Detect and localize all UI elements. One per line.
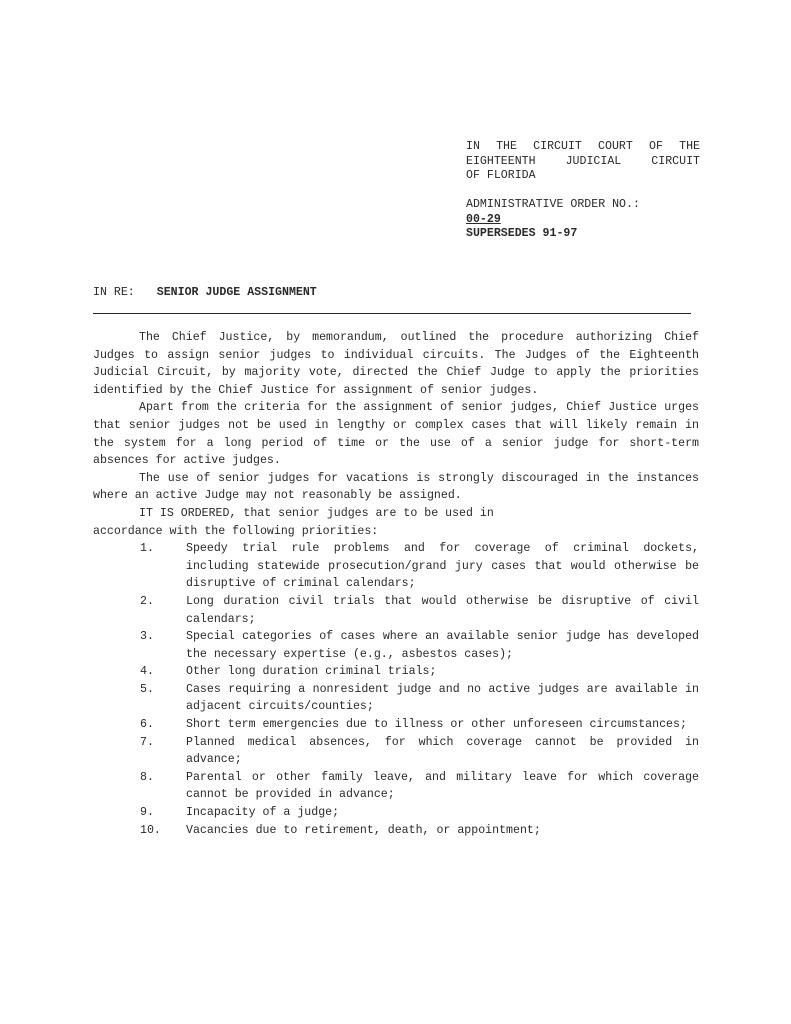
priority-item <box>93 804 699 822</box>
priority-text: Other long duration criminal trials; <box>186 665 437 679</box>
ordered-clause-line-2: accordance with the following priorities: <box>93 524 379 538</box>
court-caption <box>466 140 700 242</box>
priority-item <box>93 628 699 663</box>
priority-text: Incapacity of a judge; <box>186 806 340 820</box>
order-body <box>93 329 699 839</box>
priority-number: 7. <box>140 735 154 749</box>
paragraph-2: Apart from the criteria for the assignment of senior judges, Chief Justice urges that senior judges not be used in lengthy or complex cases that will likely remain in the system for a long period of time or the use of a senior judge for short-term absences for active judges. <box>93 401 699 468</box>
priority-text: Cases requiring a nonresident judge and no active judges are available in adjacent circuits/counties; <box>186 682 699 714</box>
priority-text: Planned medical absences, for which coverage cannot be provided in advance; <box>186 735 699 767</box>
priority-number: 6. <box>140 718 154 732</box>
court-name-line-3: OF FLORIDA <box>466 169 536 182</box>
priority-number: 9. <box>140 806 154 820</box>
ordered-clause-line-1: IT IS ORDERED, that senior judges are to be used in <box>139 506 494 520</box>
priority-number: 10. <box>140 823 161 837</box>
priority-text: Long duration civil trials that would otherwise be disruptive of civil calendars; <box>186 594 699 626</box>
priority-text: Special categories of cases where an available senior judge has developed the necessary expertise (e.g., asbestos cases); <box>186 630 699 661</box>
court-name-line-2: EIGHTEENTH JUDICIAL CIRCUIT <box>466 154 700 168</box>
in-re-line <box>93 286 317 299</box>
priority-number: 1. <box>140 542 154 556</box>
priority-item <box>93 734 699 769</box>
priority-item <box>93 681 699 716</box>
priority-number: 8. <box>140 770 154 784</box>
priority-item <box>93 663 699 681</box>
paragraph-1: The Chief Justice, by memorandum, outlined the procedure authorizing Chief Judges to assign senior judges to individual circuits. The Judges of the Eighteenth Judicial Circuit, by majority vote, directed the Chief Judge to apply the priorities identified by the Chief Justice for assignment of senior judges. <box>93 331 699 397</box>
priority-number: 3. <box>140 630 154 644</box>
priority-list <box>93 540 699 839</box>
priority-item <box>93 540 699 593</box>
priority-item <box>93 716 699 734</box>
priority-number: 2. <box>140 594 154 608</box>
order-label: ADMINISTRATIVE ORDER NO.: <box>466 198 640 211</box>
court-name-line-1: IN THE CIRCUIT COURT OF THE <box>466 140 700 153</box>
priority-text: Parental or other family leave, and military leave for which coverage cannot be provided in advance; <box>186 770 699 802</box>
priority-item <box>93 822 699 840</box>
priority-text: Short term emergencies due to illness or other unforeseen circumstances; <box>186 718 687 732</box>
priority-item <box>93 593 699 628</box>
priority-text: Vacancies due to retirement, death, or appointment; <box>186 823 541 837</box>
priority-text: Speedy trial rule problems and for coverage of criminal dockets, including statewide prosecution/grand jury cases that would otherwise be disruptive of criminal calendars; <box>186 542 699 591</box>
section-divider <box>93 313 691 314</box>
order-number: 00-29 <box>466 212 501 226</box>
in-re-label: IN RE: <box>93 286 135 299</box>
paragraph-3: The use of senior judges for vacations is strongly discouraged in the instances where an active Judge may not reasonably be assigned. <box>93 471 699 503</box>
priority-number: 5. <box>140 682 154 696</box>
priority-number: 4. <box>140 665 154 679</box>
caption-spacer <box>466 184 700 199</box>
priority-item <box>93 769 699 804</box>
in-re-subject: SENIOR JUDGE ASSIGNMENT <box>156 286 317 299</box>
supersedes-line: SUPERSEDES 91-97 <box>466 227 578 240</box>
